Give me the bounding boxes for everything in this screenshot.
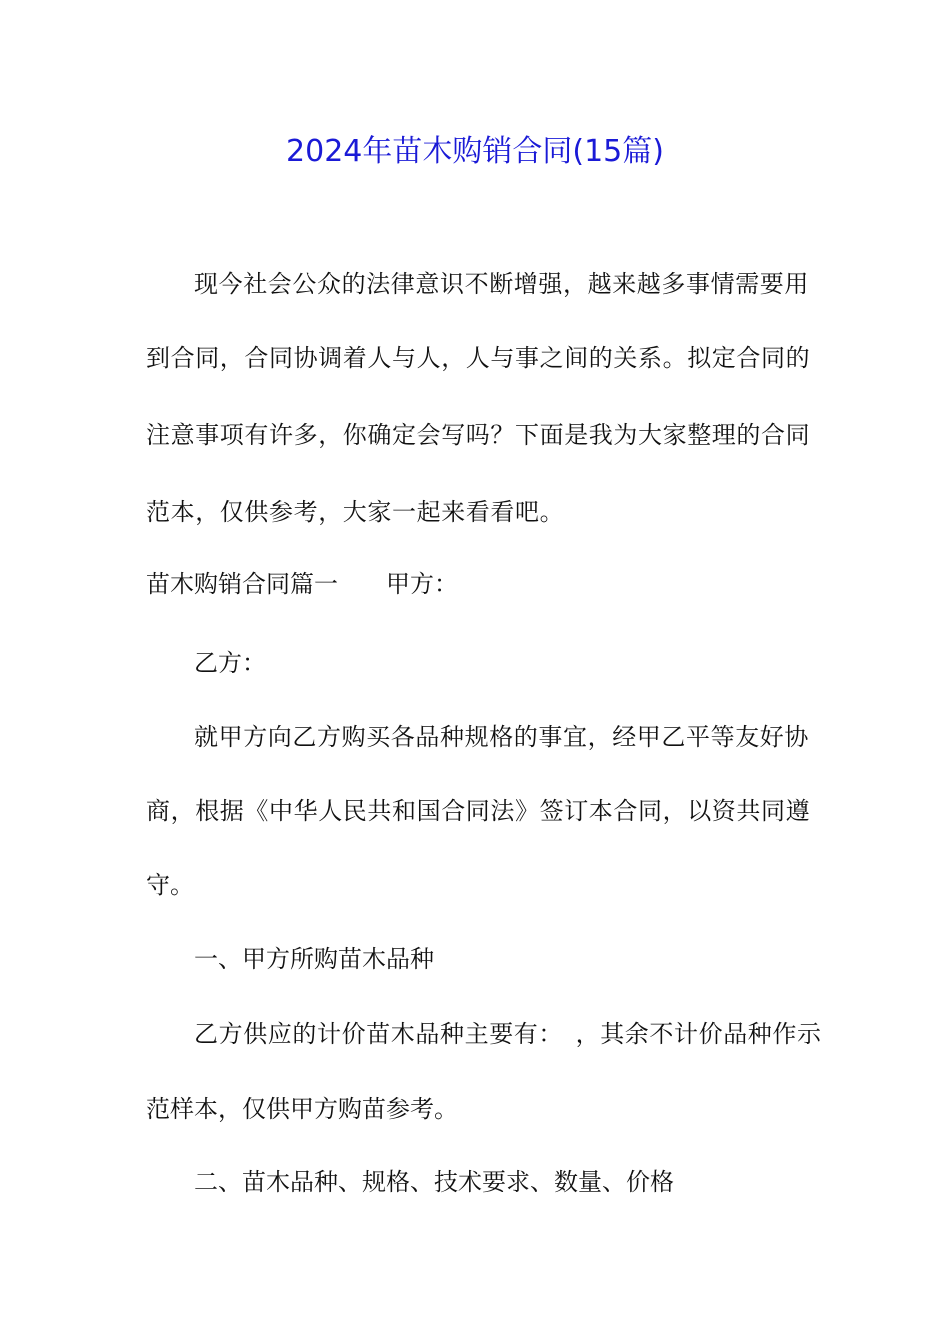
clause-heading: 二、苗木品种、规格、技术要求、数量、价格 (194, 1168, 674, 1196)
clause-heading: 一、甲方所购苗木品种 (194, 945, 434, 973)
paragraph-line: 守。 (146, 871, 194, 899)
section-heading: 苗木购销合同篇一 甲方： (146, 570, 458, 598)
document-title: 2024年苗木购销合同(15篇) (286, 134, 664, 169)
paragraph-line: 范样本，仅供甲方购苗参考。 (146, 1095, 458, 1123)
paragraph-line: 注意事项有许多，你确定会写吗？下面是我为大家整理的合同 (146, 421, 811, 449)
paragraph-line: 乙方供应的计价苗木品种主要有： ，其余不计价品种作示 (194, 1020, 822, 1048)
paragraph-line: 就甲方向乙方购买各品种规格的事宜，经甲乙平等友好协 (194, 723, 809, 751)
paragraph-line: 到合同，合同协调着人与人，人与事之间的关系。拟定合同的 (146, 344, 811, 372)
paragraph-line: 现今社会公众的法律意识不断增强，越来越多事情需要用 (194, 270, 809, 298)
paragraph-line: 商，根据《中华人民共和国合同法》签订本合同，以资共同遵 (146, 797, 811, 825)
party-b-label: 乙方： (194, 649, 266, 677)
paragraph-line: 范本，仅供参考，大家一起来看看吧。 (146, 498, 565, 526)
